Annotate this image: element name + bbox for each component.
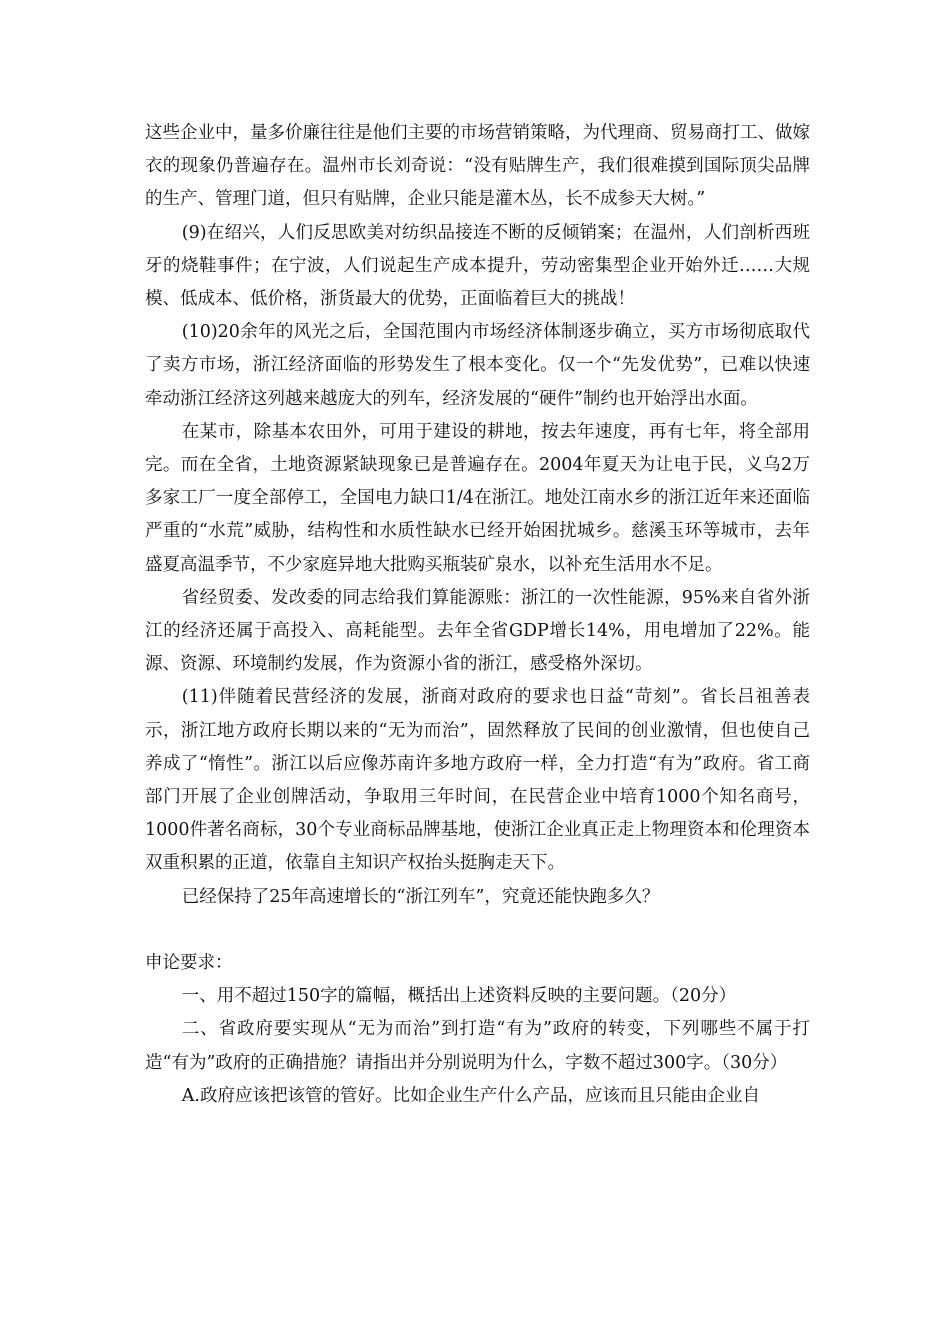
- document-page: [145, 117, 810, 1113]
- paragraph-4: 在某市，除基本农田外，可用于建设的耕地，按去年速度，再有七年，将全部用完。而在全省，土地资源紧缺现象已是普遍存在。2004年夏天为让电于民，义乌2万多家工厂一度全部停工，全国电力缺口1/4在浙江。地处江南水乡的浙江近年来还面临严重的“水荒”威胁，结构性和水质性缺水已经开始困扰城乡。慈溪玉环等城市，去年盛夏高温季节，不少家庭异地大批购买瓶装矿泉水，以补充生活用水不足。: [145, 421, 810, 575]
- blank-line: [145, 914, 810, 947]
- paragraph-3: (10)20余年的风光之后，全国范围内市场经济体制逐步确立，买方市场彻底取代了卖方市场，浙江经济面临的形势发生了根本变化。仅一个“先发优势”，已难以快速牵动浙江经济这列越来越庞大的列车，经济发展的“硬件”制约也开始浮出水面。: [145, 322, 810, 409]
- paragraph-7: 已经保持了25年高速增长的“浙江列车”，究竟还能快跑多久？: [181, 886, 660, 907]
- paragraph-5: 省经贸委、发改委的同志给我们算能源账：浙江的一次性能源，95%来自省外浙江的经济还属于高投入、高耗能型。去年全省GDP增长14%，用电增加了22%。能源、资源、环境制约发展，作为资源小省的浙江，感受格外深切。: [145, 587, 810, 675]
- requirement-1: 一、用不超过150字的篇幅，概括出上述资料反映的主要问题。（20分）: [181, 986, 737, 1007]
- requirements-heading: 申论要求：: [145, 953, 233, 974]
- option-a: A.政府应该把该管的管好。比如企业生产什么产品，应该而且只能由企业自: [181, 1085, 760, 1106]
- paragraph-6: (11)伴随着民营经济的发展，浙商对政府的要求也日益“苛刻”。省长吕祖善表示，浙江地方政府长期以来的“无为而治”，固然释放了民间的创业激情，但也使自己养成了“惰性”。浙江以后应像苏南许多地方政府一样，全力打造“有为”政府。省工商部门开展了企业创牌活动，争取用三年时间，在民营企业中培育1000个知名商号，1000件著名商标，30个专业商标品牌基地，使浙江企业真正走上物理资本和伦理资本双重积累的正道，依靠自主知识产权抬头挺胸走天下。: [145, 687, 810, 874]
- paragraph-2: (9)在绍兴，人们反思欧美对纺织品接连不断的反倾销案；在温州，人们剖析西班牙的烧鞋事件；在宁波，人们说起生产成本提升，劳动密集型企业开始外迁……大规模、低成本、低价格，浙货最大的优势，正面临着巨大的挑战！: [145, 222, 810, 310]
- paragraph-1: 这些企业中，量多价廉往往是他们主要的市场营销策略，为代理商、贸易商打工、做嫁衣的现象仍普遍存在。温州市长刘奇说：“没有贴牌生产，我们很难摸到国际顶尖品牌的生产、管理门道，但只有贴牌，企业只能是灌木丛，长不成参天大树。”: [145, 123, 810, 210]
- requirement-2: 二、省政府要实现从“无为而治”到打造“有为”政府的转变，下列哪些不属于打造“有为”政府的正确措施？请指出并分别说明为什么，字数不超过300字。（30分）: [145, 1019, 810, 1073]
